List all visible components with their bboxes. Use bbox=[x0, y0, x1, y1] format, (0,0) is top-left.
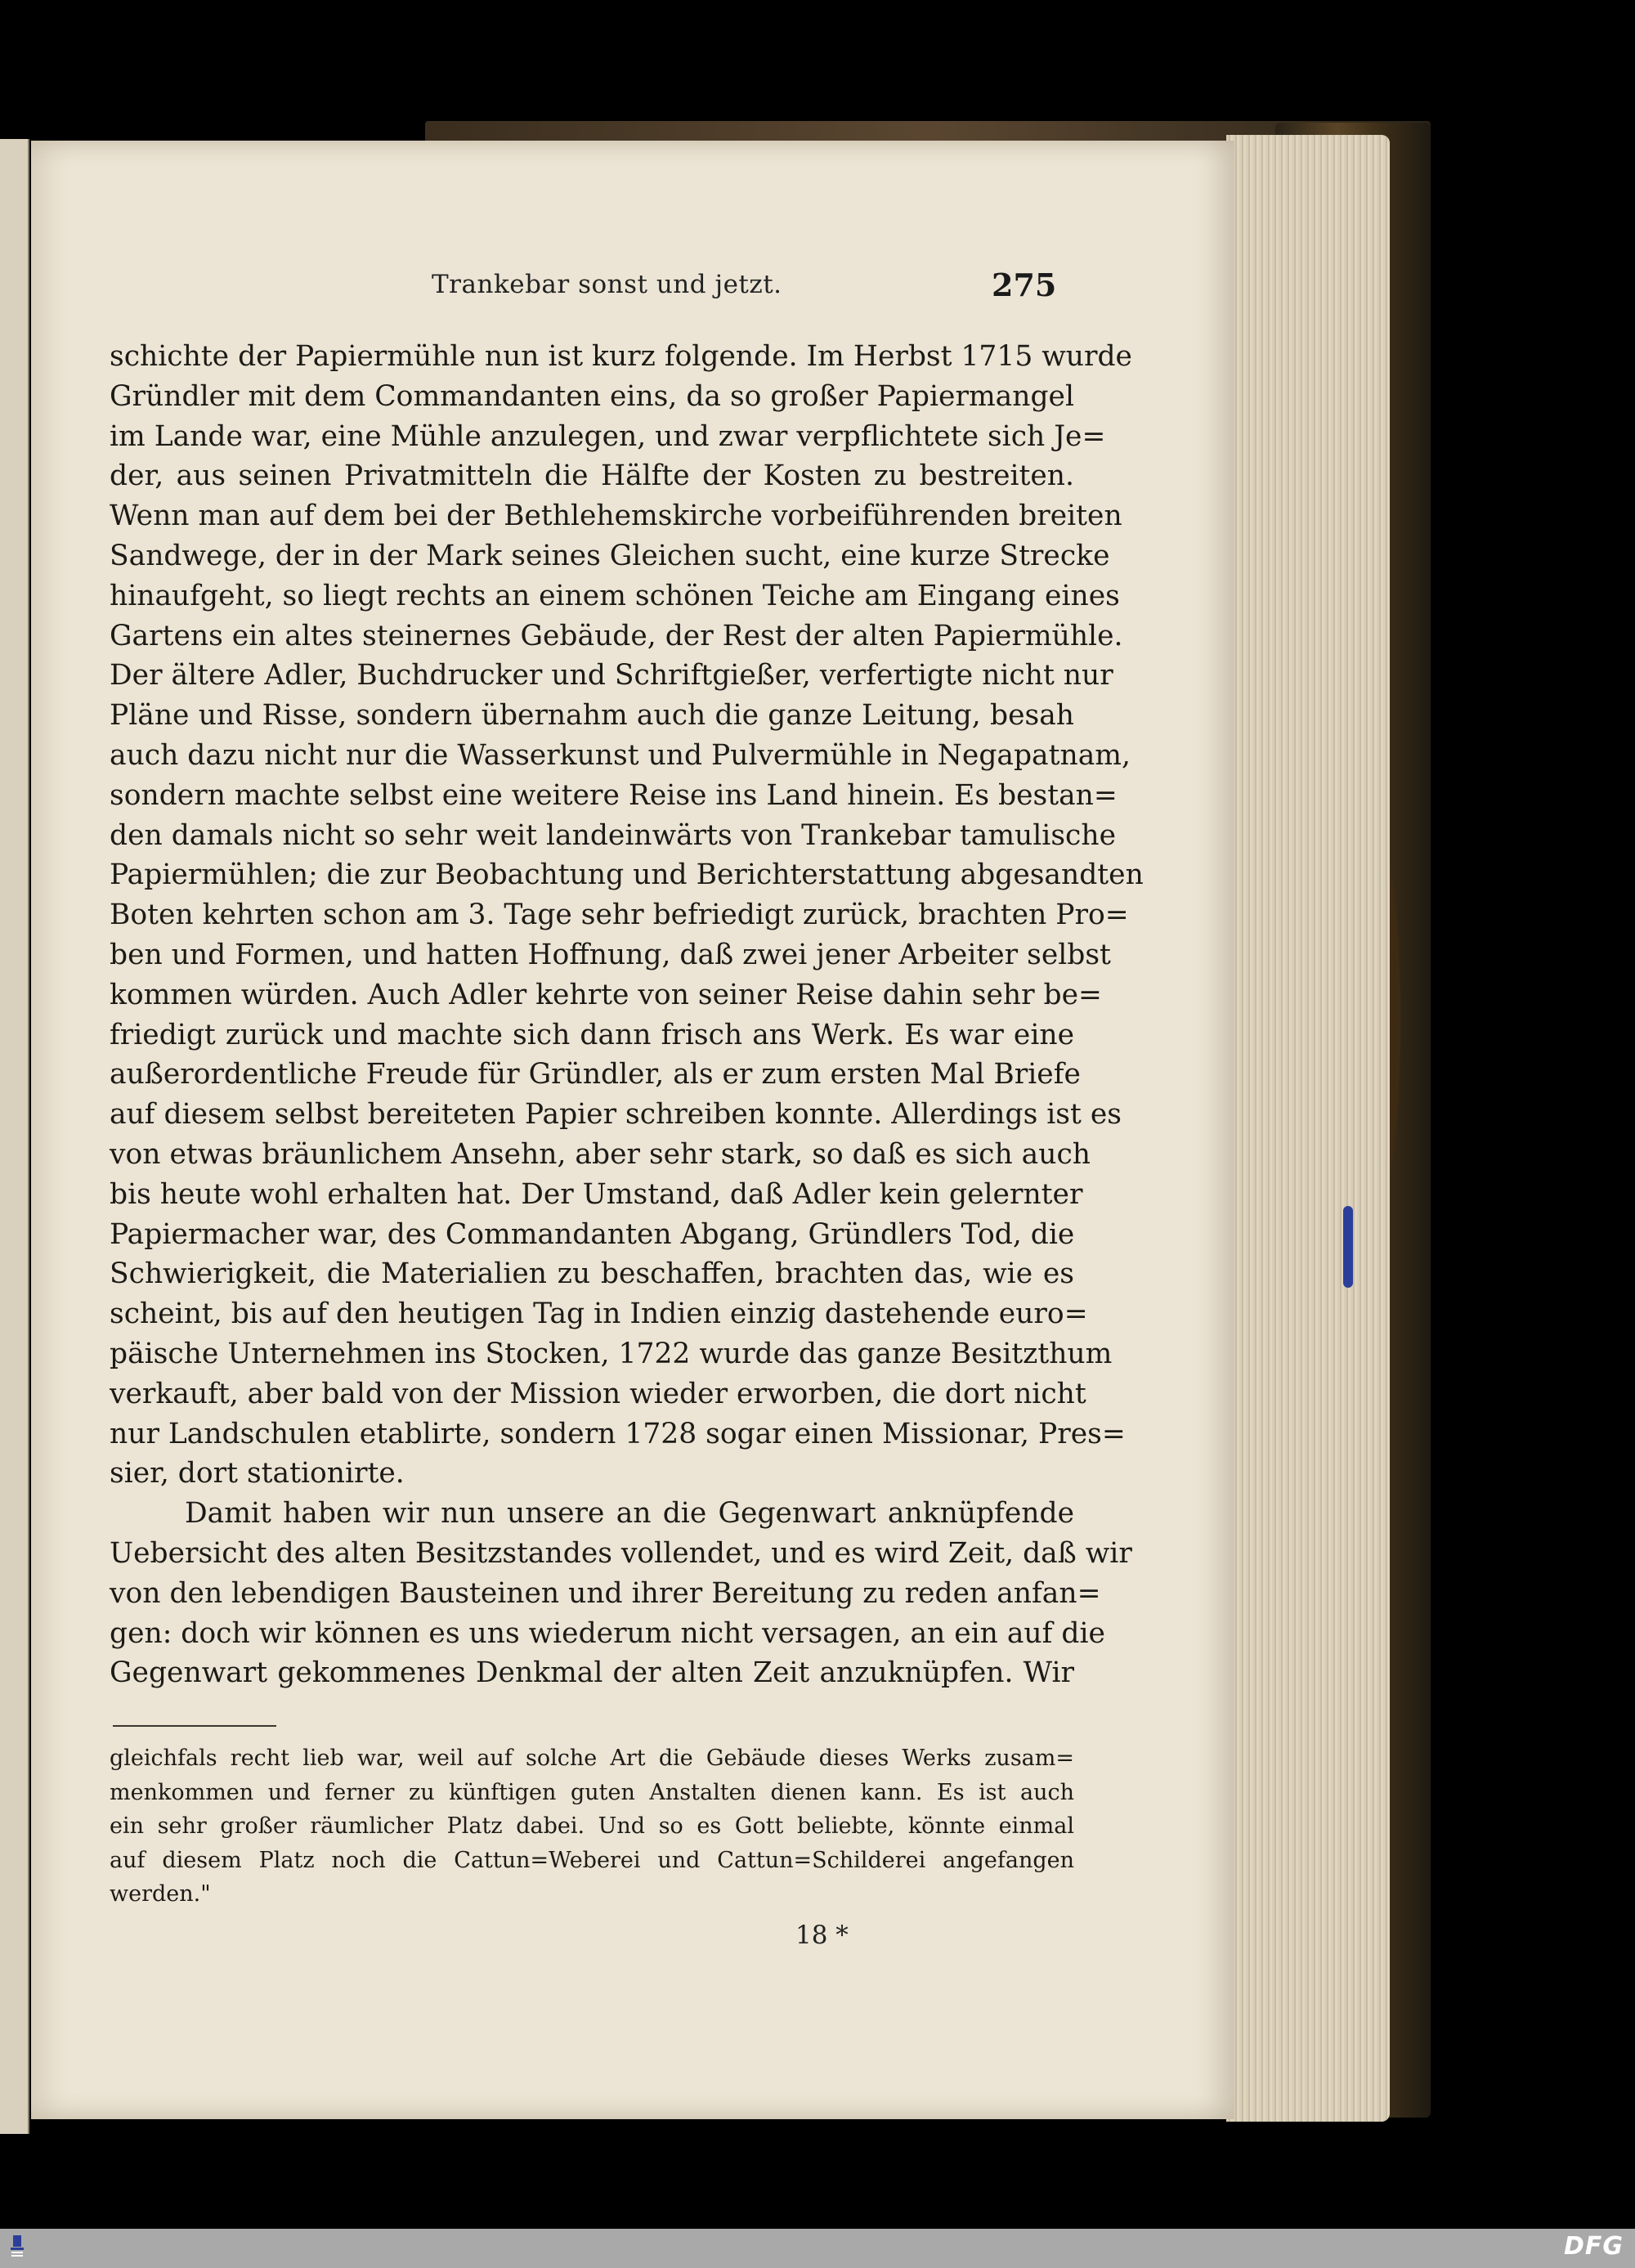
footnote bbox=[110, 1741, 1074, 1912]
text-line: Wenn man auf dem bei der Bethlehemskirche vorbeiführenden breiten bbox=[110, 500, 1122, 533]
text-line: kommen würden. Auch Adler kehrte von seiner Reise dahin sehr be= bbox=[110, 978, 1102, 1011]
footnote-line: werden." bbox=[110, 1881, 211, 1907]
body-text bbox=[110, 337, 1144, 1693]
library-crest-icon bbox=[8, 2234, 26, 2261]
text-line: päische Unternehmen ins Stocken, 1722 wurde das ganze Besitzthum bbox=[110, 1337, 1113, 1370]
text-line: verkauft, aber bald von der Mission wieder erworben, die dort nicht bbox=[110, 1377, 1086, 1410]
text-line: sier, dort stationirte. bbox=[110, 1457, 405, 1490]
text-line: ben und Formen, und hatten Hoffnung, daß zwei jener Arbeiter selbst bbox=[110, 938, 1111, 971]
page-number: 275 bbox=[992, 267, 1057, 303]
text-line: nur Landschulen etablirte, sondern 1728 sogar einen Missionar, Pres= bbox=[110, 1417, 1126, 1450]
text-line: Gründler mit dem Commandanten eins, da so großer Papiermangel bbox=[110, 379, 1074, 413]
text-line: Papiermühlen; die zur Beobachtung und Berichterstattung abgesandten bbox=[110, 858, 1144, 892]
text-line: Gartens ein altes steinernes Gebäude, der Rest der alten Papiermühle. bbox=[110, 619, 1123, 652]
text-line: Sandwege, der in der Mark seines Gleichen sucht, eine kurze Strecke bbox=[110, 539, 1110, 572]
page-header bbox=[31, 267, 1234, 303]
text-line: Damit haben wir nun unsere an die Gegenwart anknüpfende bbox=[185, 1497, 1074, 1531]
viewer-footer-bar bbox=[0, 2229, 1635, 2268]
text-line: Boten kehrten schon am 3. Tage sehr befriedigt zurück, brachten Pro= bbox=[110, 899, 1129, 932]
footnote-line: ein sehr großer räumlicher Platz dabei. Und so es Gott beliebte, könnte einmal bbox=[110, 1813, 1074, 1839]
text-line: hinaufgeht, so liegt rechts an einem schönen Teiche am Eingang eines bbox=[110, 579, 1120, 612]
text-line: sondern machte selbst eine weitere Reise ins Land hinein. Es bestan= bbox=[110, 778, 1118, 812]
text-line: scheint, bis auf den heutigen Tag in Indien einzig dastehende euro= bbox=[110, 1298, 1088, 1331]
text-line: von etwas bräunlichem Ansehn, aber sehr stark, so daß es sich auch bbox=[110, 1137, 1091, 1171]
text-line: außerordentliche Freude für Gründler, als er zum ersten Mal Briefe bbox=[110, 1058, 1081, 1091]
text-line: im Lande war, eine Mühle anzulegen, und zwar verpflichtete sich Je= bbox=[110, 419, 1106, 453]
text-line: den damals nicht so sehr weit landeinwärts von Trankebar tamulische bbox=[110, 818, 1116, 852]
text-line: gen: doch wir können es uns wiederum nicht versagen, an ein auf die bbox=[110, 1616, 1105, 1650]
text-line: Pläne und Risse, sondern übernahm auch die ganze Leitung, besah bbox=[110, 699, 1074, 733]
bookmark-ribbon bbox=[1343, 1206, 1353, 1288]
text-line: auch dazu nicht nur die Wasserkunst und Pulvermühle in Negapatnam, bbox=[110, 738, 1131, 772]
footnote-line: gleichfals recht lieb war, weil auf solche Art die Gebäude dieses Werks zusam= bbox=[110, 1746, 1074, 1771]
text-line: Gegenwart gekommenes Denkmal der alten Zeit anzuknüpfen. Wir bbox=[110, 1656, 1074, 1690]
text-line: Uebersicht des alten Besitzstandes vollendet, und es wird Zeit, daß wir bbox=[110, 1536, 1132, 1570]
text-line: friedigt zurück und machte sich dann frisch ans Werk. Es war eine bbox=[110, 1018, 1074, 1051]
left-page-sliver bbox=[0, 139, 29, 2134]
signature-mark: 18 * bbox=[795, 1921, 849, 1950]
footnote-line: auf diesem Platz noch die Cattun=Weberei und Cattun=Schilderei angefangen bbox=[110, 1847, 1074, 1873]
text-line: auf diesem selbst bereiteten Papier schreiben konnte. Allerdings ist es bbox=[110, 1098, 1122, 1132]
text-line: Papiermacher war, des Commandanten Abgang, Gründlers Tod, die bbox=[110, 1217, 1075, 1251]
footnote-rule bbox=[113, 1725, 276, 1727]
text-line: von den lebendigen Bausteinen und ihrer Bereitung zu reden anfan= bbox=[110, 1576, 1101, 1610]
text-line: der, aus seinen Privatmitteln die Hälfte der Kosten zu bestreiten. bbox=[110, 459, 1074, 493]
footnote-line: menkommen und ferner zu künftigen guten Anstalten dienen kann. Es ist auch bbox=[110, 1779, 1074, 1805]
page-block-fore-edge bbox=[1226, 135, 1390, 2122]
text-line: Der ältere Adler, Buchdrucker und Schriftgießer, verfertigte nicht nur bbox=[110, 659, 1113, 693]
text-line: Schwierigkeit, die Materialien zu beschaffen, brachten das, wie es bbox=[110, 1257, 1074, 1291]
book-page bbox=[31, 141, 1234, 2119]
text-line: bis heute wohl erhalten hat. Der Umstand, daß Adler kein gelernter bbox=[110, 1177, 1083, 1211]
running-head: Trankebar sonst und jetzt. bbox=[432, 270, 782, 299]
text-line: schichte der Papiermühle nun ist kurz folgende. Im Herbst 1715 wurde bbox=[110, 340, 1132, 373]
dfg-logo[interactable]: DFG bbox=[1563, 2232, 1624, 2261]
